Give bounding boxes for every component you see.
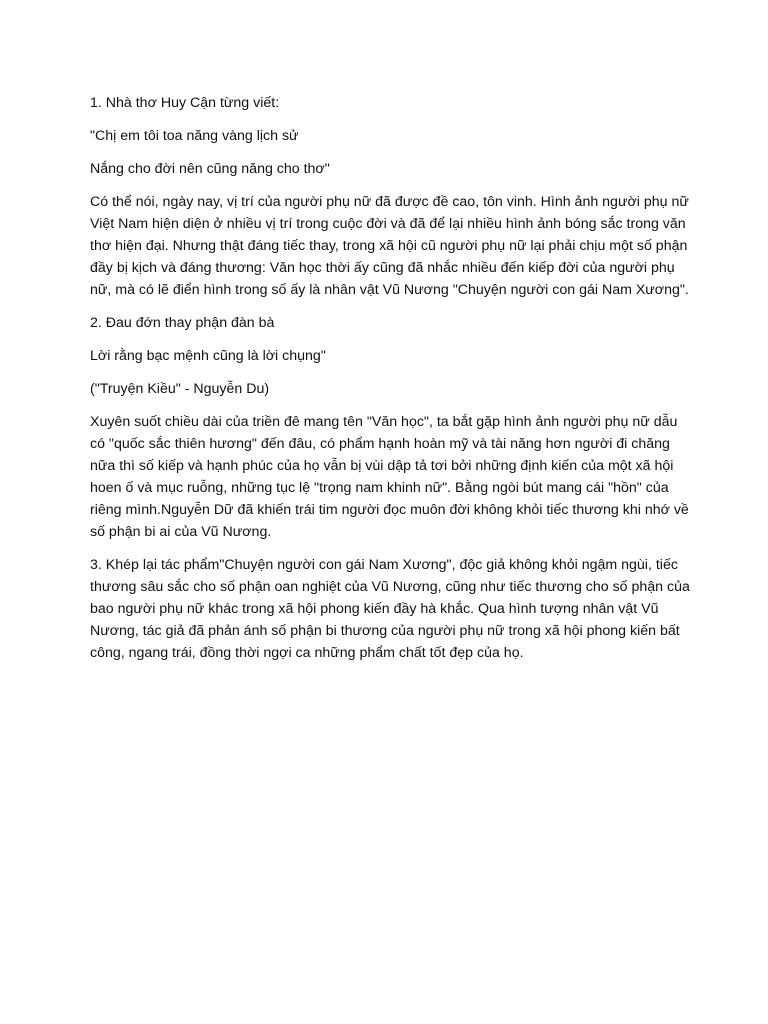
paragraph-1: Có thể nói, ngày nay, vị trí của người phụ nữ đã được đề cao, tôn vinh. Hình ảnh người phụ nữ Việt Nam hiện diện ở nhiều vị trí trong cuộc đời và đã để lại nhiều hình ảnh bóng sắc trong văn thơ hiện đại. Nhưng thật đáng tiếc thay, trong xã hội cũ người phụ nữ lại phải chịu một số phận đầy bị kịch và đáng thương: Văn học thời ấy cũng đã nhắc nhiều đến kiếp đời của người phụ nữ, mà có lẽ điển hình trong số ấy là nhân vật Vũ Nương "Chuyện người con gái Nam Xương". [90, 194, 689, 298]
document-body [90, 92, 690, 675]
heading-1: 1. Nhà thơ Huy Cận từng viết: [90, 95, 280, 111]
quote-line-1: "Chị em tôi toa năng vàng lịch sử [90, 128, 299, 144]
paragraph-3: 3. Khép lại tác phẩm"Chuyện người con gái Nam Xương", độc giả không khỏi ngậm ngùi, tiếc thương sâu sắc cho số phận oan nghiệt của Vũ Nương, cũng như tiếc thương cho số phận của bao người phụ nữ khác trong xã hội phong kiến đầy hà khắc. Qua hình tượng nhân vật Vũ Nương, tác giả đã phản ánh số phận bi thương của người phụ nữ trong xã hội phong kiến bất công, ngang trái, đồng thời ngợi ca những phẩm chất tốt đẹp của họ. [90, 557, 690, 661]
quote-citation: ("Truyện Kiều" - Nguyễn Du) [90, 381, 270, 397]
paragraph-2: Xuyên suốt chiều dài của triền đê mang tên "Văn học", ta bắt gặp hình ảnh người phụ nữ dẫu có "quốc sắc thiên hương" đến đâu, có phẩm hạnh hoàn mỹ và tài năng hơn người đi chăng nữa thì số kiếp và hạnh phúc của họ vẫn bị vùi dập tả tơi bởi những định kiến của một xã hội hoen ố và mục ruỗng, những tục lệ "trọng nam khinh nữ". Bằng ngòi bút mang cái "hồn" của riêng mình.Nguyễn Dữ đã khiến trái tim người đọc muôn đời không khỏi tiếc thương khi nhớ về số phận bi ai của Vũ Nương. [90, 414, 689, 540]
quote-line-2: Nắng cho đời nên cũng năng cho thơ" [90, 161, 330, 177]
quote-line-3: Lời rằng bạc mệnh cũng là lời chụng" [90, 348, 326, 364]
heading-2: 2. Đau đớn thay phận đàn bà [90, 315, 275, 331]
